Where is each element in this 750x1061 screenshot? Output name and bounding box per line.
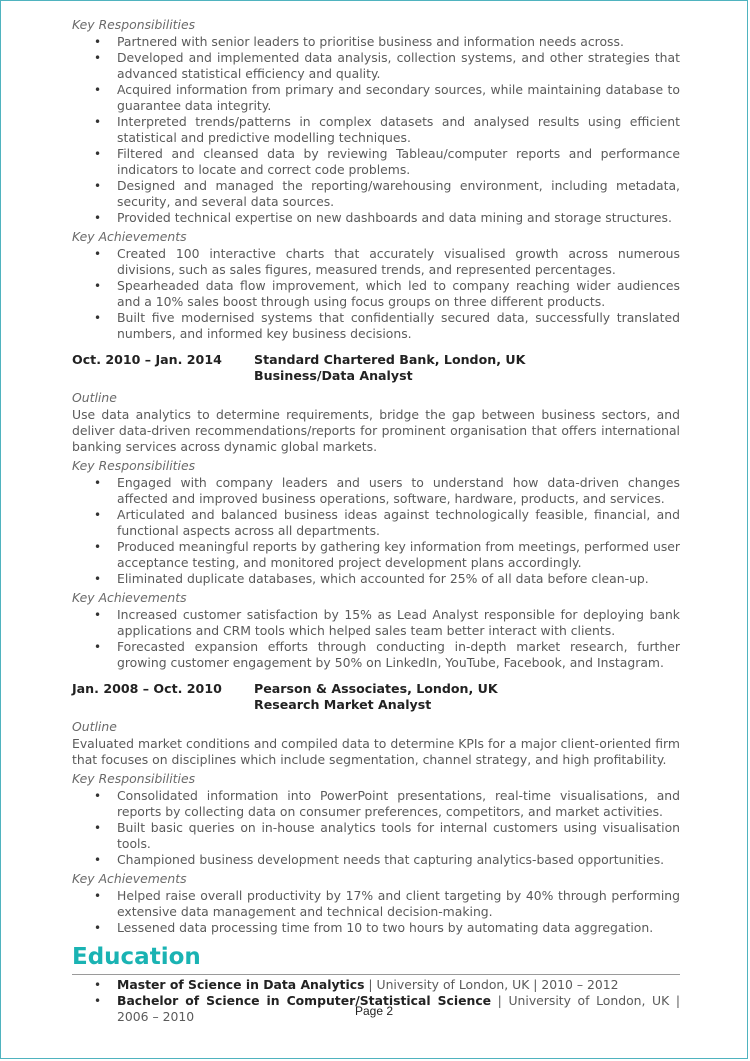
degree-name: Master of Science in Data Analytics xyxy=(117,977,365,992)
page-number: Page 2 xyxy=(354,1004,394,1018)
job3-achievements-label: Key Achievements xyxy=(72,871,187,886)
education-divider xyxy=(72,974,680,975)
job3-company: Pearson & Associates, London, UK xyxy=(254,681,498,696)
list-item: • Increased customer satisfaction by 15% as Lead Analyst responsible for deploying bank applications and CRM tools which helped sales team better interact with clients. xyxy=(72,607,680,639)
job3-title: Research Market Analyst xyxy=(254,697,432,712)
job3-responsibilities-list xyxy=(72,788,680,868)
job2-dates: Oct. 2010 – Jan. 2014 xyxy=(72,352,222,367)
list-item: • Partnered with senior leaders to prioritise business and information needs across. xyxy=(72,34,680,50)
degree-details: | University of London, UK | 2010 – 2012 xyxy=(364,977,619,992)
list-item: • Built basic queries on in-house analytics tools for internal customers using visualisation tools. xyxy=(72,820,680,852)
degree-name: Bachelor of Science in Computer/Statistical Science xyxy=(117,993,492,1008)
job2-outline-label: Outline xyxy=(72,390,117,405)
list-item: • Provided technical expertise on new dashboards and data mining and storage structures. xyxy=(72,210,680,226)
job2-title: Business/Data Analyst xyxy=(254,368,413,383)
list-item: • Filtered and cleansed data by reviewing Tableau/computer reports and performance indicators to locate and correct code problems. xyxy=(72,146,680,178)
job1-responsibilities-label: Key Responsibilities xyxy=(72,17,196,32)
list-item: • Championed business development needs that capturing analytics-based opportunities. xyxy=(72,852,680,868)
list-item: • Eliminated duplicate databases, which accounted for 25% of all data before clean-up. xyxy=(72,571,680,587)
list-item: • Produced meaningful reports by gathering key information from meetings, performed user acceptance testing, and monitored project development plans accordingly. xyxy=(72,539,680,571)
job2-achievements-list xyxy=(72,607,680,671)
job3-outline-label: Outline xyxy=(72,719,117,734)
job1-achievements-label: Key Achievements xyxy=(72,229,187,244)
job1-responsibilities-list xyxy=(72,34,680,226)
job3-header xyxy=(72,681,680,713)
list-item: • Designed and managed the reporting/warehousing environment, including metadata, security, and several data sources. xyxy=(72,178,680,210)
job3-dates: Jan. 2008 – Oct. 2010 xyxy=(72,681,222,696)
job2-header xyxy=(72,352,680,384)
list-item: • Forecasted expansion efforts through conducting in-depth market research, further growing customer engagement by 50% on LinkedIn, YouTube, Facebook, and Instagram. xyxy=(72,639,680,671)
list-item: • Developed and implemented data analysis, collection systems, and other strategies that advanced statistical efficiency and quality. xyxy=(72,50,680,82)
resume-content xyxy=(72,17,680,1025)
job2-org xyxy=(254,352,680,384)
list-item: • Built five modernised systems that confidentially secured data, successfully translated numbers, and informed key business decisions. xyxy=(72,310,680,342)
job2-company: Standard Chartered Bank, London, UK xyxy=(254,352,526,367)
list-item: • Interpreted trends/patterns in complex datasets and analysed results using efficient statistical and predictive modelling techniques. xyxy=(72,114,680,146)
degree-details: | University of London, UK | 2006 – 2010 xyxy=(117,993,681,1024)
list-item: • Lessened data processing time from 10 to two hours by automating data aggregation. xyxy=(72,920,680,936)
list-item: • Consolidated information into PowerPoint presentations, real-time visualisations, and reports by collecting data on consumer preferences, competitors, and market activities. xyxy=(72,788,680,820)
list-item: • Spearheaded data flow improvement, which led to company reaching wider audiences and a 10% sales boost through using focus groups on three different products. xyxy=(72,278,680,310)
list-item: • Engaged with company leaders and users to understand how data-driven changes affected and improved business operations, software, hardware, products, and services. xyxy=(72,475,680,507)
job3-outline: Evaluated market conditions and compiled data to determine KPIs for a major client-oriented firm that focuses on disciplines which include segmentation, channel strategy, and high profitability. xyxy=(72,736,680,767)
list-item: • Articulated and balanced business ideas against technologically feasible, financial, and functional aspects across all departments. xyxy=(72,507,680,539)
job2-outline: Use data analytics to determine requirements, bridge the gap between business sectors, and deliver data-driven recommendations/reports for prominent organisation that offers international banking services across dynamic global markets. xyxy=(72,407,680,454)
job2-responsibilities-label: Key Responsibilities xyxy=(72,458,196,473)
job2-achievements-label: Key Achievements xyxy=(72,590,187,605)
job3-responsibilities-label: Key Responsibilities xyxy=(72,771,196,786)
job3-org xyxy=(254,681,680,713)
list-item: • Acquired information from primary and secondary sources, while maintaining database to guarantee data integrity. xyxy=(72,82,680,114)
job3-achievements-list xyxy=(72,888,680,936)
list-item: • Helped raise overall productivity by 17% and client targeting by 40% through performing extensive data management and technical decision-making. xyxy=(72,888,680,920)
list-item: • Created 100 interactive charts that accurately visualised growth across numerous divisions, such as sales figures, measured trends, and represented percentages. xyxy=(72,246,680,278)
job2-responsibilities-list xyxy=(72,475,680,587)
education-item xyxy=(72,977,680,993)
job1-achievements-list xyxy=(72,246,680,342)
education-heading: Education xyxy=(72,944,201,970)
